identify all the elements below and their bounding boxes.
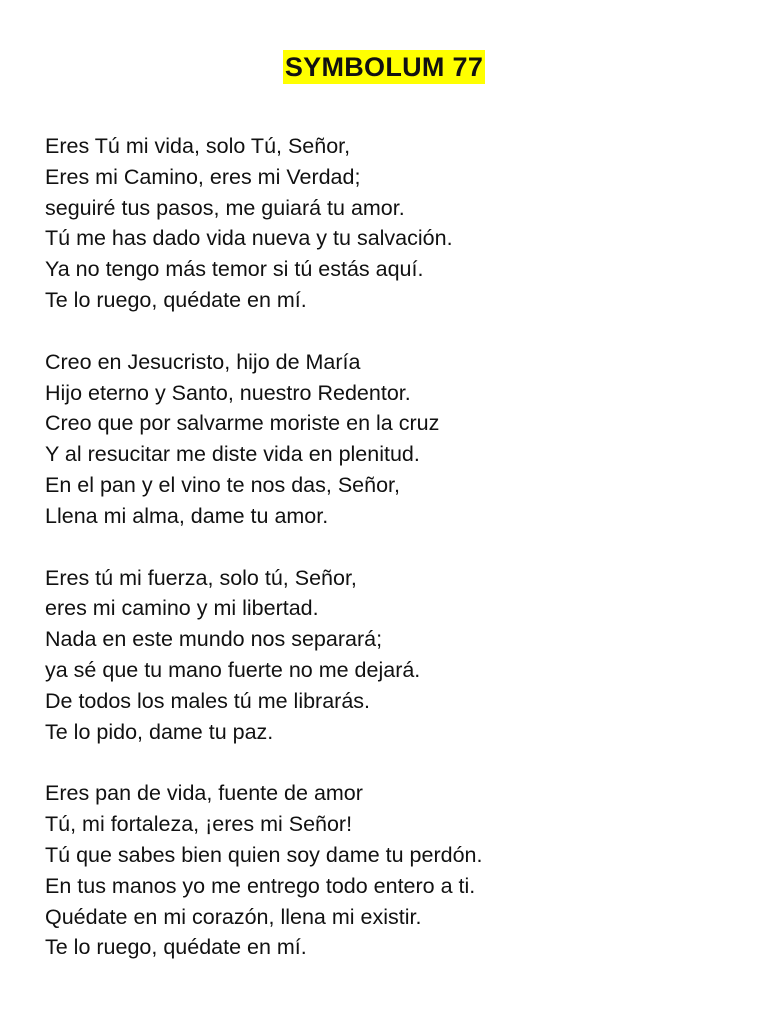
- song-title: SYMBOLUM 77: [284, 52, 484, 82]
- lyric-line: Creo en Jesucristo, hijo de María: [45, 349, 361, 374]
- song-lyrics: [45, 131, 745, 994]
- stanza-2: [45, 347, 745, 532]
- lyric-line: Ya no tengo más temor si tú estás aquí.: [45, 257, 424, 282]
- lyric-line: Llena mi alma, dame tu amor.: [45, 503, 329, 528]
- lyric-line: Quédate en mi corazón, llena mi existir.: [45, 904, 422, 929]
- stanza-4: [45, 778, 745, 963]
- lyric-line: Y al resucitar me diste vida en plenitud.: [45, 442, 420, 467]
- lyric-line: Eres mi Camino, eres mi Verdad;: [45, 164, 361, 189]
- lyric-line: Nada en este mundo nos separará;: [45, 627, 383, 652]
- lyric-line: Te lo ruego, quédate en mí.: [45, 935, 307, 960]
- lyric-line: Eres tú mi fuerza, solo tú, Señor,: [45, 565, 357, 590]
- lyric-line: Tú que sabes bien quien soy dame tu perdón.: [45, 842, 483, 867]
- lyric-line: Creo que por salvarme moriste en la cruz: [45, 411, 440, 436]
- lyric-line: ya sé que tu mano fuerte no me dejará.: [45, 657, 421, 682]
- title-container: [0, 50, 768, 84]
- lyric-line: En el pan y el vino te nos das, Señor,: [45, 472, 400, 497]
- lyric-line: Eres pan de vida, fuente de amor: [45, 781, 363, 806]
- stanza-1: [45, 131, 745, 316]
- lyric-line: De todos los males tú me librarás.: [45, 688, 371, 713]
- lyric-line: eres mi camino y mi libertad.: [45, 596, 319, 621]
- lyric-line: seguiré tus pasos, me guiará tu amor.: [45, 195, 405, 220]
- lyric-line: Te lo ruego, quédate en mí.: [45, 287, 307, 312]
- lyric-line: En tus manos yo me entrego todo entero a ti.: [45, 873, 476, 898]
- lyric-line: Eres Tú mi vida, solo Tú, Señor,: [45, 134, 351, 158]
- lyric-line: Tú me has dado vida nueva y tu salvación.: [45, 226, 453, 251]
- stanza-3: [45, 563, 745, 748]
- lyric-line: Hijo eterno y Santo, nuestro Redentor.: [45, 380, 411, 405]
- lyric-line: Te lo pido, dame tu paz.: [45, 719, 274, 744]
- lyric-line: Tú, mi fortaleza, ¡eres mi Señor!: [45, 812, 353, 837]
